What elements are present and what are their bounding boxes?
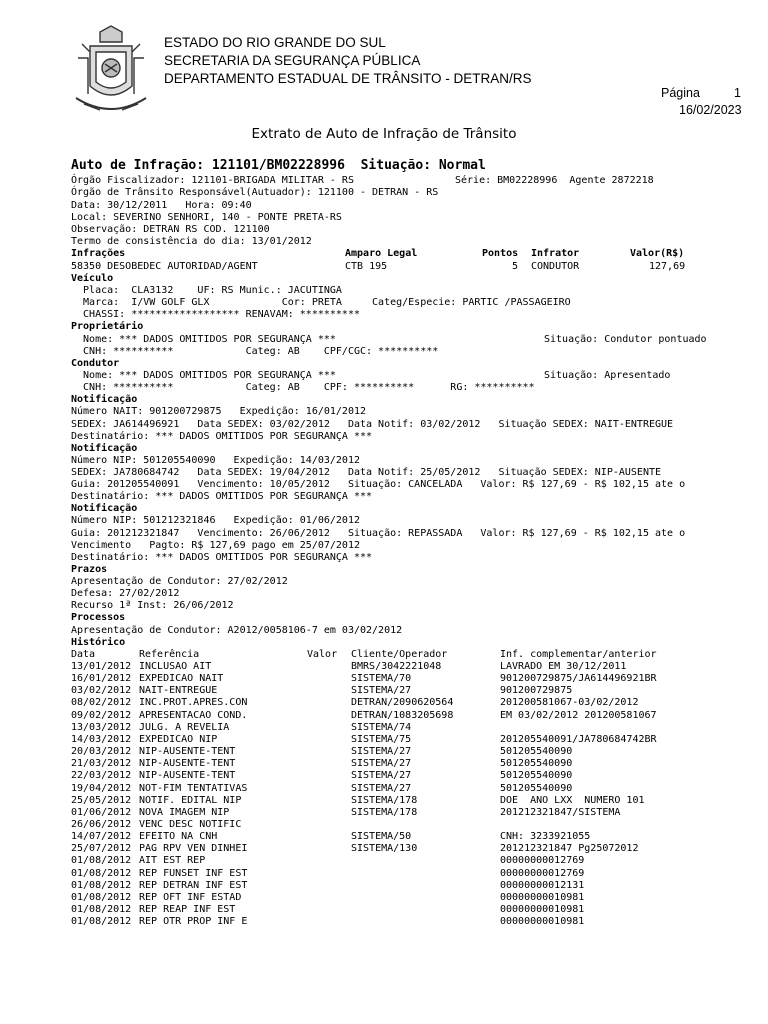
historico-cell-inf: CNH: 3233921055 (500, 831, 591, 843)
historico-cell-data: 09/02/2012 (71, 709, 132, 721)
historico-cell-data: 01/08/2012 (71, 867, 132, 879)
historico-cell-data: 13/03/2012 (71, 721, 132, 733)
page-title: Extrato de Auto de Infração de Trânsito (251, 126, 517, 142)
historico-cell-data: 03/02/2012 (71, 685, 132, 697)
historico-cell-data: 22/03/2012 (71, 770, 132, 782)
historico-cell-inf: 501205540090 (500, 782, 573, 794)
notificacao-nait-destinatario: Destinatário: *** DADOS OMITIDOS POR SEGURANÇA *** (71, 431, 373, 442)
observacao: Observação: DETRAN RS COD. 121100 (71, 224, 270, 235)
historico-cell-ref: REP FUNSET INF EST (139, 867, 248, 879)
termo-consistencia: Termo de consistência do dia: 13/01/2012 (71, 236, 312, 247)
historico-cell-inf: DOE ANO LXX NUMERO 101 (500, 794, 645, 806)
notificacao-nip2-destinatario: Destinatário: *** DADOS OMITIDOS POR SEGURANÇA *** (71, 552, 373, 563)
historico-cell-data: 01/08/2012 (71, 855, 132, 867)
proprietario-situacao: Situação: Condutor pontuado (544, 334, 707, 345)
condutor-cnh: CNH: ********** Categ: AB CPF: ********** RG: ********** (71, 382, 535, 393)
prazo-recurso: Recurso 1ª Inst: 26/06/2012 (71, 600, 234, 611)
infracoes-header-valor: Valor(R$) (630, 248, 685, 259)
historico-cell-ref: NOTIF. EDITAL NIP (139, 794, 242, 806)
historico-cell-cliente: SISTEMA/70 (351, 673, 412, 685)
historico-cell-ref: INC.PROT.APRES.CON (139, 697, 248, 709)
historico-cell-data: 01/08/2012 (71, 891, 132, 903)
infracoes-section: Infrações (71, 248, 126, 259)
historico-cell-ref: JULG. A REVELIA (139, 721, 230, 733)
infracao-infrator: CONDUTOR (531, 261, 580, 272)
prazo-defesa: Defesa: 27/02/2012 (71, 588, 180, 599)
report-date: 16/02/2023 (679, 103, 742, 117)
historico-cell-data: 20/03/2012 (71, 746, 132, 758)
page-number: 1 (734, 86, 741, 100)
historico-cell-data: 26/06/2012 (71, 818, 132, 830)
historico-cell-data: 08/02/2012 (71, 697, 132, 709)
historico-cell-inf: 901200729875/JA614496921BR (500, 673, 657, 685)
historico-cell-cliente: DETRAN/2090620564 (351, 697, 454, 709)
historico-cell-ref: EFEITO NA CNH (139, 831, 218, 843)
veiculo-section: Veículo (71, 273, 114, 284)
historico-cell-cliente: SISTEMA/130 (351, 843, 418, 855)
historico-cell-ref: REP REAP INF EST (139, 904, 236, 915)
auto-infracao-heading: Auto de Infração: 121101/BM02228996 Situação: Normal (71, 158, 486, 173)
prazos-section: Prazos (71, 564, 108, 575)
notificacao-nait-section: Notificação (71, 394, 138, 405)
orgao-fiscalizador: Órgão Fiscalizador: 121101-BRIGADA MILITAR - RS (71, 175, 354, 186)
historico-cell-data: 14/03/2012 (71, 733, 132, 745)
historico-cell-cliente: SISTEMA/50 (351, 831, 412, 843)
veiculo-placa: Placa: CLA3132 UF: RS Munic.: JACUTINGA (71, 285, 342, 296)
historico-cell-ref: PAG RPV VEN DINHEI (139, 843, 248, 855)
historico-cell-cliente: SISTEMA/27 (351, 685, 412, 697)
historico-cell-cliente: SISTEMA/27 (351, 782, 412, 794)
historico-cell-inf: 201200581067-03/02/2012 (500, 697, 639, 709)
infracoes-header-amparo: Amparo Legal (345, 248, 418, 259)
infracao-amparo: CTB 195 (345, 261, 388, 272)
processo-apresentacao: Apresentação de Condutor: A2012/0058106-7 em 03/02/2012 (71, 625, 403, 636)
historico-cell-inf: 00000000010981 (500, 916, 585, 928)
historico-cell-inf: 501205540090 (500, 758, 573, 770)
historico-cell-ref: NAIT-ENTREGUE (139, 685, 218, 697)
historico-cell-ref: EXPEDICAO NIP (139, 733, 218, 745)
historico-cell-inf: 201212321847/SISTEMA (500, 806, 621, 818)
historico-cell-data: 16/01/2012 (71, 673, 132, 685)
historico-cell-inf: 201205540091/JA780684742BR (500, 733, 657, 745)
historico-cell-cliente: DETRAN/1083205698 (351, 709, 454, 721)
header-state: ESTADO DO RIO GRANDE DO SUL (164, 35, 386, 50)
historico-cell-inf: 201212321847 Pg25072012 (500, 843, 639, 855)
historico-cell-ref: AIT EST REP (139, 855, 206, 867)
historico-cell-cliente: BMRS/3042221048 (351, 661, 442, 672)
historico-cell-data: 25/07/2012 (71, 843, 132, 855)
veiculo-chassi: CHASSI: ****************** RENAVAM: ********** (71, 309, 360, 320)
historico-header-data: Data (71, 649, 96, 660)
infracao-valor: 127,69 (649, 261, 686, 272)
condutor-situacao: Situação: Apresentado (544, 370, 671, 381)
historico-cell-ref: INCLUSAO AIT (139, 661, 212, 672)
historico-cell-cliente: SISTEMA/27 (351, 770, 412, 782)
notificacao-nip2-guia: Guia: 201212321847 Vencimento: 26/06/2012 Situação: REPASSADA Valor: R$ 127,69 - R$ 102,15 ate o (71, 528, 686, 539)
proprietario-nome: Nome: *** DADOS OMITIDOS POR SEGURANÇA *** (71, 334, 336, 345)
historico-header-cliente: Cliente/Operador (351, 649, 448, 660)
notificacao-nip1-guia: Guia: 201205540091 Vencimento: 10/05/2012 Situação: CANCELADA Valor: R$ 127,69 - R$ 102,15 ate o (71, 479, 686, 490)
serie-agente: Série: BM02228996 Agente 2872218 (455, 175, 654, 186)
historico-cell-data: 01/08/2012 (71, 916, 132, 928)
historico-cell-ref: NIP-AUSENTE-TENT (139, 746, 236, 758)
infracao-pontos: 5 (512, 261, 519, 272)
historico-cell-ref: VENC DESC NOTIFIC (139, 818, 242, 830)
header-department: DEPARTAMENTO ESTADUAL DE TRÂNSITO - DETRAN/RS (164, 71, 532, 86)
historico-cell-data: 01/06/2012 (71, 806, 132, 818)
historico-cell-cliente: SISTEMA/178 (351, 794, 418, 806)
historico-cell-data: 01/08/2012 (71, 879, 132, 891)
historico-cell-cliente: SISTEMA/27 (351, 746, 412, 758)
historico-cell-ref: REP DETRAN INF EST (139, 879, 248, 891)
historico-cell-data: 01/08/2012 (71, 904, 132, 915)
notificacao-nip1-section: Notificação (71, 443, 138, 454)
notificacao-nip2-pagto: Vencimento Pagto: R$ 127,69 pago em 25/07/2012 (71, 540, 360, 551)
historico-cell-inf: 501205540090 (500, 770, 573, 782)
historico-cell-ref: EXPEDICAO NAIT (139, 673, 224, 685)
historico-cell-ref: NIP-AUSENTE-TENT (139, 758, 236, 770)
infracao-descricao: 58350 DESOBEDEC AUTORIDAD/AGENT (71, 261, 258, 272)
historico-cell-inf: 901200729875 (500, 685, 573, 697)
historico-header-ref: Referência (139, 649, 200, 660)
proprietario-cnh: CNH: ********** Categ: AB CPF/CGC: ********** (71, 346, 439, 357)
historico-cell-cliente: SISTEMA/178 (351, 806, 418, 818)
historico-cell-inf: 501205540090 (500, 746, 573, 758)
historico-header-inf: Inf. complementar/anterior (500, 649, 657, 660)
notificacao-nip1-sedex: SEDEX: JA780684742 Data SEDEX: 19/04/2012 Data Notif: 25/05/2012 Situação SEDEX: NIP-AUSENTE (71, 467, 662, 478)
historico-cell-ref: NOT-FIM TENTATIVAS (139, 782, 248, 794)
condutor-nome: Nome: *** DADOS OMITIDOS POR SEGURANÇA *** (71, 370, 336, 381)
historico-cell-data: 21/03/2012 (71, 758, 132, 770)
orgao-responsavel: Órgão de Trânsito Responsável(Autuador): 121100 - DETRAN - RS (71, 187, 439, 198)
historico-cell-inf: 00000000010981 (500, 904, 585, 915)
historico-cell-inf: 00000000012769 (500, 855, 585, 867)
notificacao-nait-sedex: SEDEX: JA614496921 Data SEDEX: 03/02/2012 Data Notif: 03/02/2012 Situação SEDEX: NAIT-ENTREGUE (71, 419, 674, 430)
notificacao-nip2-numero: Número NIP: 501212321846 Expedição: 01/06/2012 (71, 515, 360, 526)
historico-header-valor: Valor (307, 649, 338, 660)
historico-cell-ref: REP OTR PROP INF E (139, 916, 248, 928)
historico-cell-inf: LAVRADO EM 30/12/2011 (500, 661, 627, 672)
processos-section: Processos (71, 612, 126, 623)
historico-section: Histórico (71, 637, 126, 648)
proprietario-section: Proprietário (71, 321, 144, 332)
historico-cell-inf: 00000000012131 (500, 879, 585, 891)
historico-cell-data: 14/07/2012 (71, 831, 132, 843)
historico-cell-ref: REP OFT INF ESTAD (139, 891, 242, 903)
state-coat-of-arms-icon (70, 24, 152, 116)
historico-cell-cliente: SISTEMA/27 (351, 758, 412, 770)
historico-cell-ref: APRESENTACAO COND. (139, 709, 248, 721)
notificacao-nait-numero: Número NAIT: 901200729875 Expedição: 16/01/2012 (71, 406, 367, 417)
historico-cell-inf: EM 03/02/2012 201200581067 (500, 709, 657, 721)
condutor-section: Condutor (71, 358, 120, 369)
veiculo-marca: Marca: I/VW GOLF GLX Cor: PRETA Categ/Especie: PARTIC /PASSAGEIRO (71, 297, 571, 308)
historico-cell-data: 13/01/2012 (71, 661, 132, 672)
historico-cell-data: 19/04/2012 (71, 782, 132, 794)
local: Local: SEVERINO SENHORI, 140 - PONTE PRETA-RS (71, 212, 342, 223)
historico-cell-cliente: SISTEMA/75 (351, 733, 412, 745)
historico-cell-cliente: SISTEMA/74 (351, 721, 412, 733)
notificacao-nip1-destinatario: Destinatário: *** DADOS OMITIDOS POR SEGURANÇA *** (71, 491, 373, 502)
infracoes-header-pontos: Pontos (482, 248, 519, 259)
page-label: Página (661, 86, 700, 100)
historico-cell-ref: NIP-AUSENTE-TENT (139, 770, 236, 782)
prazo-apresentacao: Apresentação de Condutor: 27/02/2012 (71, 576, 288, 587)
historico-cell-inf: 00000000012769 (500, 867, 585, 879)
historico-cell-inf: 00000000010981 (500, 891, 585, 903)
historico-cell-ref: NOVA IMAGEM NIP (139, 806, 230, 818)
historico-cell-data: 25/05/2012 (71, 794, 132, 806)
notificacao-nip1-numero: Número NIP: 501205540090 Expedição: 14/03/2012 (71, 455, 360, 466)
header-secretariat: SECRETARIA DA SEGURANÇA PÚBLICA (164, 53, 421, 68)
data-hora: Data: 30/12/2011 Hora: 09:40 (71, 200, 252, 211)
infracoes-header-infrator: Infrator (531, 248, 580, 259)
notificacao-nip2-section: Notificação (71, 503, 138, 514)
